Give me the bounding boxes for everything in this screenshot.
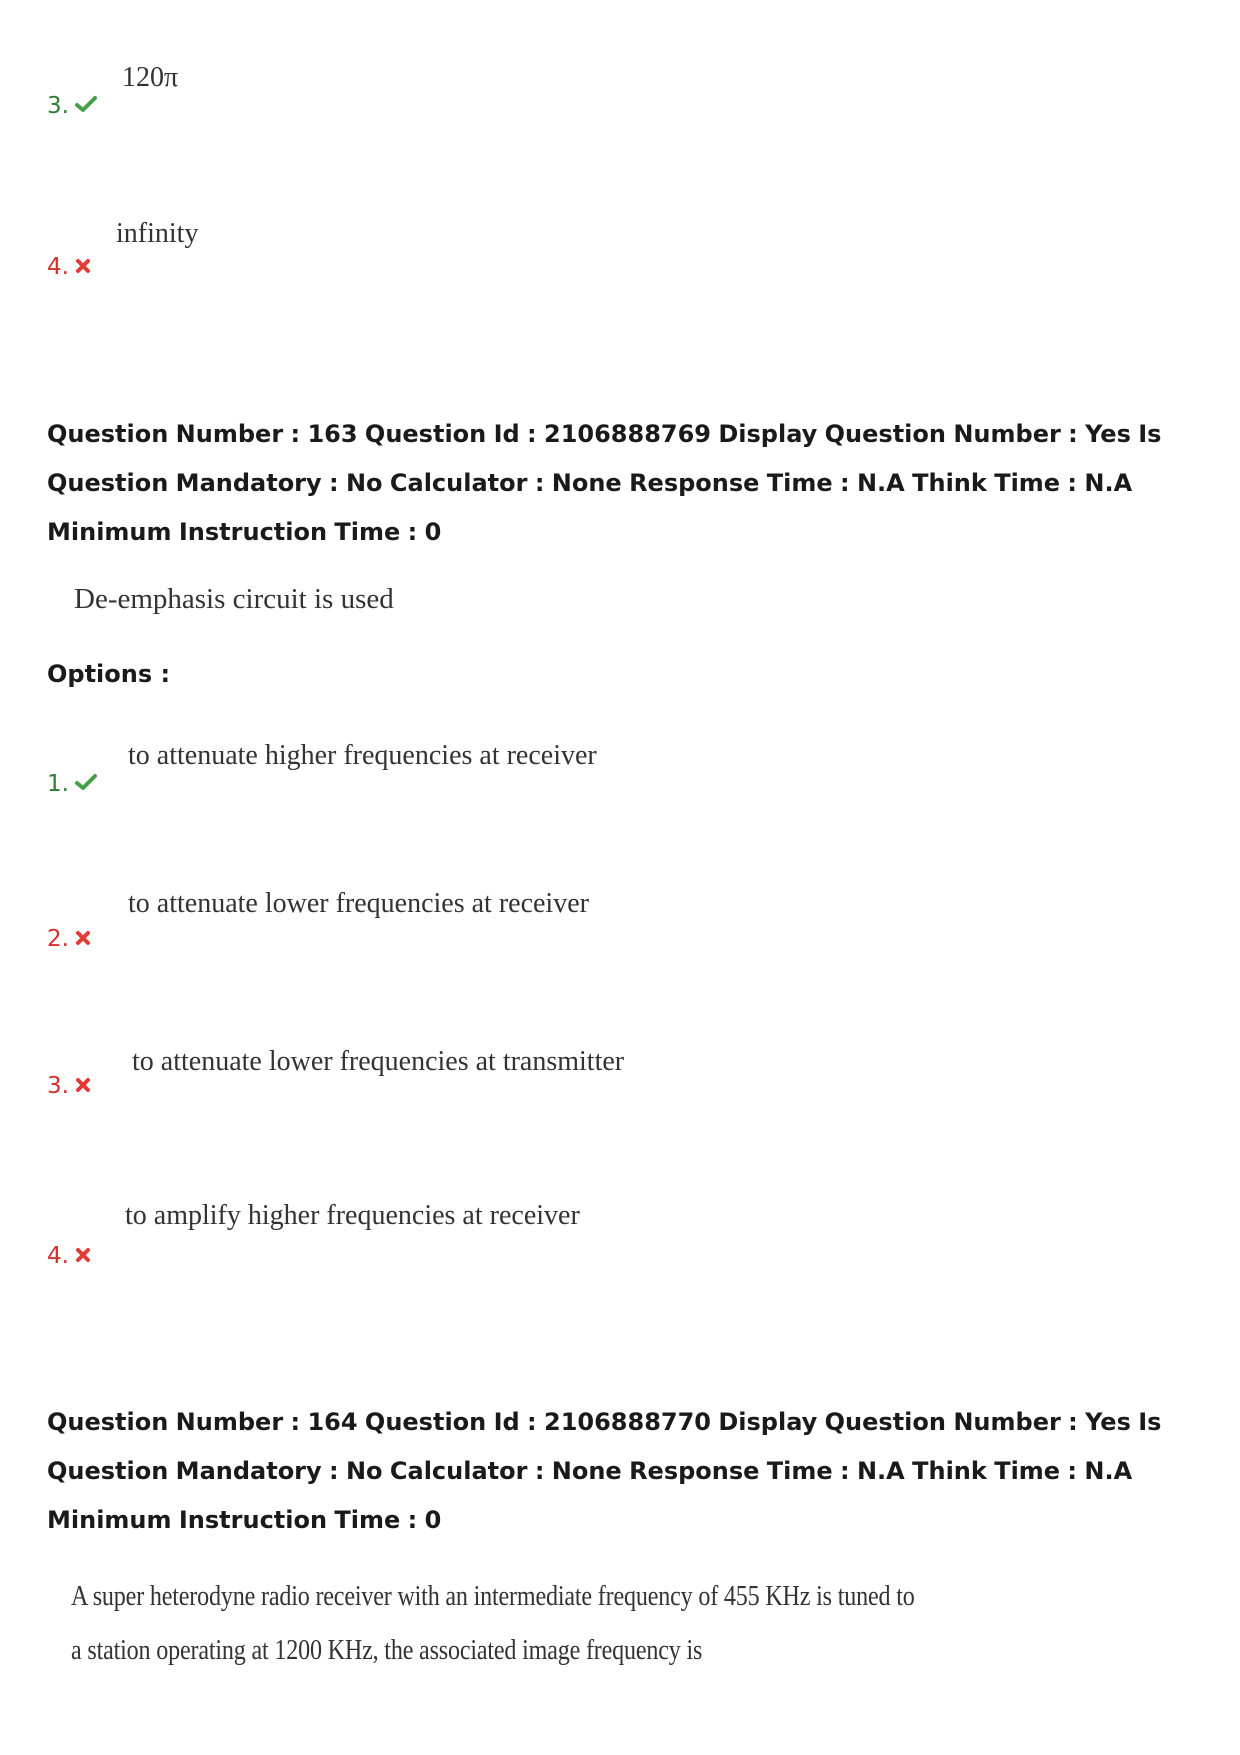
option-number-label: 3. [47,1073,69,1099]
question-header: Question Number : 163 Question Id : 2106888769 Display Question Number : Yes Is Question Mandatory : No Calculator : None Response Time : N.A Think Time : N.A Minimum Instruction Time : 0 [47,420,1162,546]
cross-icon [75,928,91,951]
question-text-line: a station operating at 1200 KHz, the associated image frequency is [71,1635,703,1666]
cross-icon [75,1075,91,1098]
option-number [47,95,97,118]
check-icon [75,95,97,118]
option-text: to attenuate lower frequencies at receiver [128,888,589,919]
option-text: to attenuate lower frequencies at transmitter [132,1046,625,1077]
option-text: 120π [122,62,179,93]
option-number-label: 2. [47,926,69,952]
options-label: Options : [47,660,171,688]
cross-icon [75,1245,91,1268]
option-text: infinity [116,218,199,249]
option-number [47,256,91,279]
option-number-label: 3. [47,93,69,119]
check-icon [75,773,97,796]
option-text: to amplify higher frequencies at receiver [125,1200,580,1231]
option-number [47,773,97,796]
option-number-label: 4. [47,1243,69,1269]
option-number [47,928,91,951]
option-number [47,1245,91,1268]
option-number [47,1075,91,1098]
cross-icon [75,256,91,279]
option-text: to attenuate higher frequencies at receiver [128,740,597,771]
option-number-label: 4. [47,254,69,280]
question-text-line: A super heterodyne radio receiver with an intermediate frequency of 455 KHz is tuned to [71,1581,915,1612]
option-number-label: 1. [47,771,69,797]
question-header: Question Number : 164 Question Id : 2106888770 Display Question Number : Yes Is Question Mandatory : No Calculator : None Response Time : N.A Think Time : N.A Minimum Instruction Time : 0 [47,1408,1162,1534]
question-text: De-emphasis circuit is used [74,583,394,615]
